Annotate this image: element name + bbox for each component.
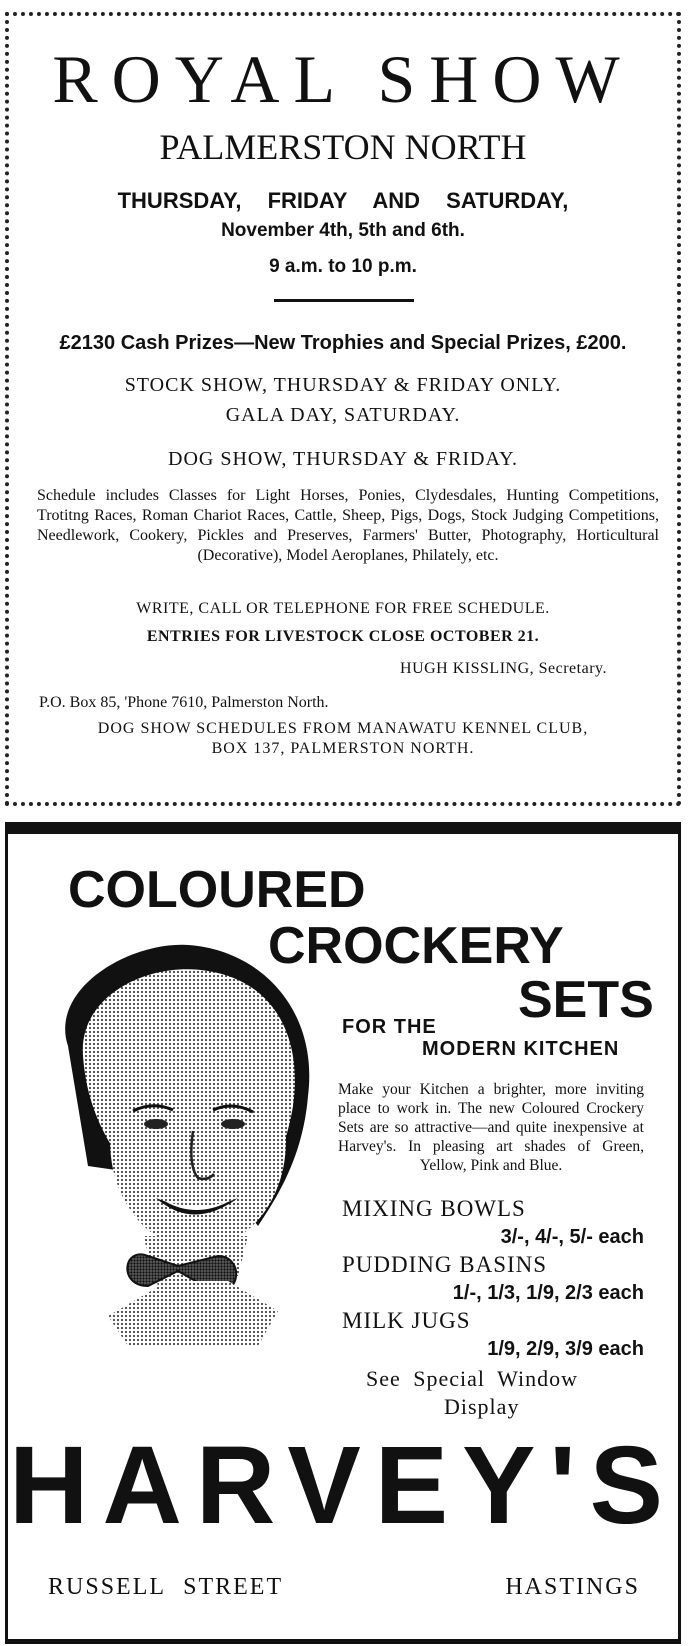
item-mixing-bowls: MIXING BOWLS bbox=[342, 1196, 526, 1221]
collar bbox=[108, 1281, 278, 1346]
show-hours: 9 a.m. to 10 p.m. bbox=[269, 256, 417, 277]
royal-show-advertisement bbox=[5, 12, 681, 806]
headline-coloured: COLOURED bbox=[68, 861, 366, 919]
description-paragraph: Make your Kitchen a brighter, more inviting place to work in. The new Coloured Crockery Sets are so attractive—and quite inexpensive at Harvey's. In pleasing art shades of Green, Yellow, Pink and Blue. bbox=[338, 1081, 644, 1174]
left-eye bbox=[144, 1119, 168, 1129]
right-eye bbox=[221, 1119, 245, 1129]
face bbox=[110, 1033, 286, 1249]
show-dates: November 4th, 5th and 6th. bbox=[221, 220, 465, 241]
item-pudding-basins: PUDDING BASINS bbox=[342, 1252, 548, 1277]
harveys-crockery-advertisement bbox=[5, 822, 681, 1642]
gala-day-line: GALA DAY, SATURDAY. bbox=[225, 404, 461, 426]
price-mixing-bowls: 3/-, 4/-, 5/- each bbox=[500, 1226, 644, 1248]
write-for-schedule: WRITE, CALL OR TELEPHONE FOR FREE SCHEDULE. bbox=[136, 600, 550, 617]
item-milk-jugs: MILK JUGS bbox=[342, 1308, 471, 1333]
price-milk-jugs: 1/9, 2/9, 3/9 each bbox=[487, 1338, 644, 1360]
store-street: RUSSELL STREET bbox=[48, 1574, 284, 1600]
bottom-rule bbox=[5, 1640, 681, 1644]
modern-kitchen-line: MODERN KITCHEN bbox=[422, 1038, 620, 1060]
window-display-line-2: Display bbox=[444, 1394, 520, 1419]
show-days: THURSDAY, FRIDAY AND SATURDAY, bbox=[117, 188, 569, 213]
divider-rule bbox=[274, 299, 414, 302]
woman-portrait-illustration bbox=[28, 926, 328, 1346]
store-brand-name: HARVEY'S bbox=[9, 1424, 677, 1547]
headline-sets: SETS bbox=[518, 971, 654, 1029]
dog-schedules-line-2: BOX 137, PALMERSTON NORTH. bbox=[211, 740, 475, 757]
entries-close: ENTRIES FOR LIVESTOCK CLOSE OCTOBER 21. bbox=[146, 628, 540, 645]
po-box-line: P.O. Box 85, 'Phone 7610, Palmerston North. bbox=[39, 694, 329, 711]
window-display-line-1: See Special Window bbox=[366, 1366, 579, 1391]
for-the-line: FOR THE bbox=[342, 1016, 437, 1038]
dog-schedules-line-1: DOG SHOW SCHEDULES FROM MANAWATU KENNEL CLUB, bbox=[97, 720, 589, 737]
store-town: HASTINGS bbox=[505, 1574, 640, 1600]
secretary-signature: HUGH KISSLING, Secretary. bbox=[400, 660, 607, 677]
prizes-line: £2130 Cash Prizes—New Trophies and Special Prizes, £200. bbox=[59, 332, 627, 354]
schedule-paragraph: Schedule includes Classes for Light Horses, Ponies, Clydesdales, Hunting Competitions, Trotitng Races, Roman Chariot Races, Cattle, Sheep, Pigs, Dogs, Stock Judging Competitions, Needlework, Cookery, Pickles and Preserves, Farmers' Butter, Photography, Horticultural (Decorative), Model Aeroplanes, Philately, etc. bbox=[37, 487, 659, 564]
city-heading: PALMERSTON NORTH bbox=[159, 127, 527, 167]
ad-title: ROYAL SHOW bbox=[52, 41, 634, 117]
price-pudding-basins: 1/-, 1/3, 1/9, 2/3 each bbox=[452, 1282, 644, 1304]
stock-show-line: STOCK SHOW, THURSDAY & FRIDAY ONLY. bbox=[124, 374, 562, 396]
headline-crockery: CROCKERY bbox=[268, 917, 564, 975]
dog-show-line: DOG SHOW, THURSDAY & FRIDAY. bbox=[168, 448, 518, 470]
